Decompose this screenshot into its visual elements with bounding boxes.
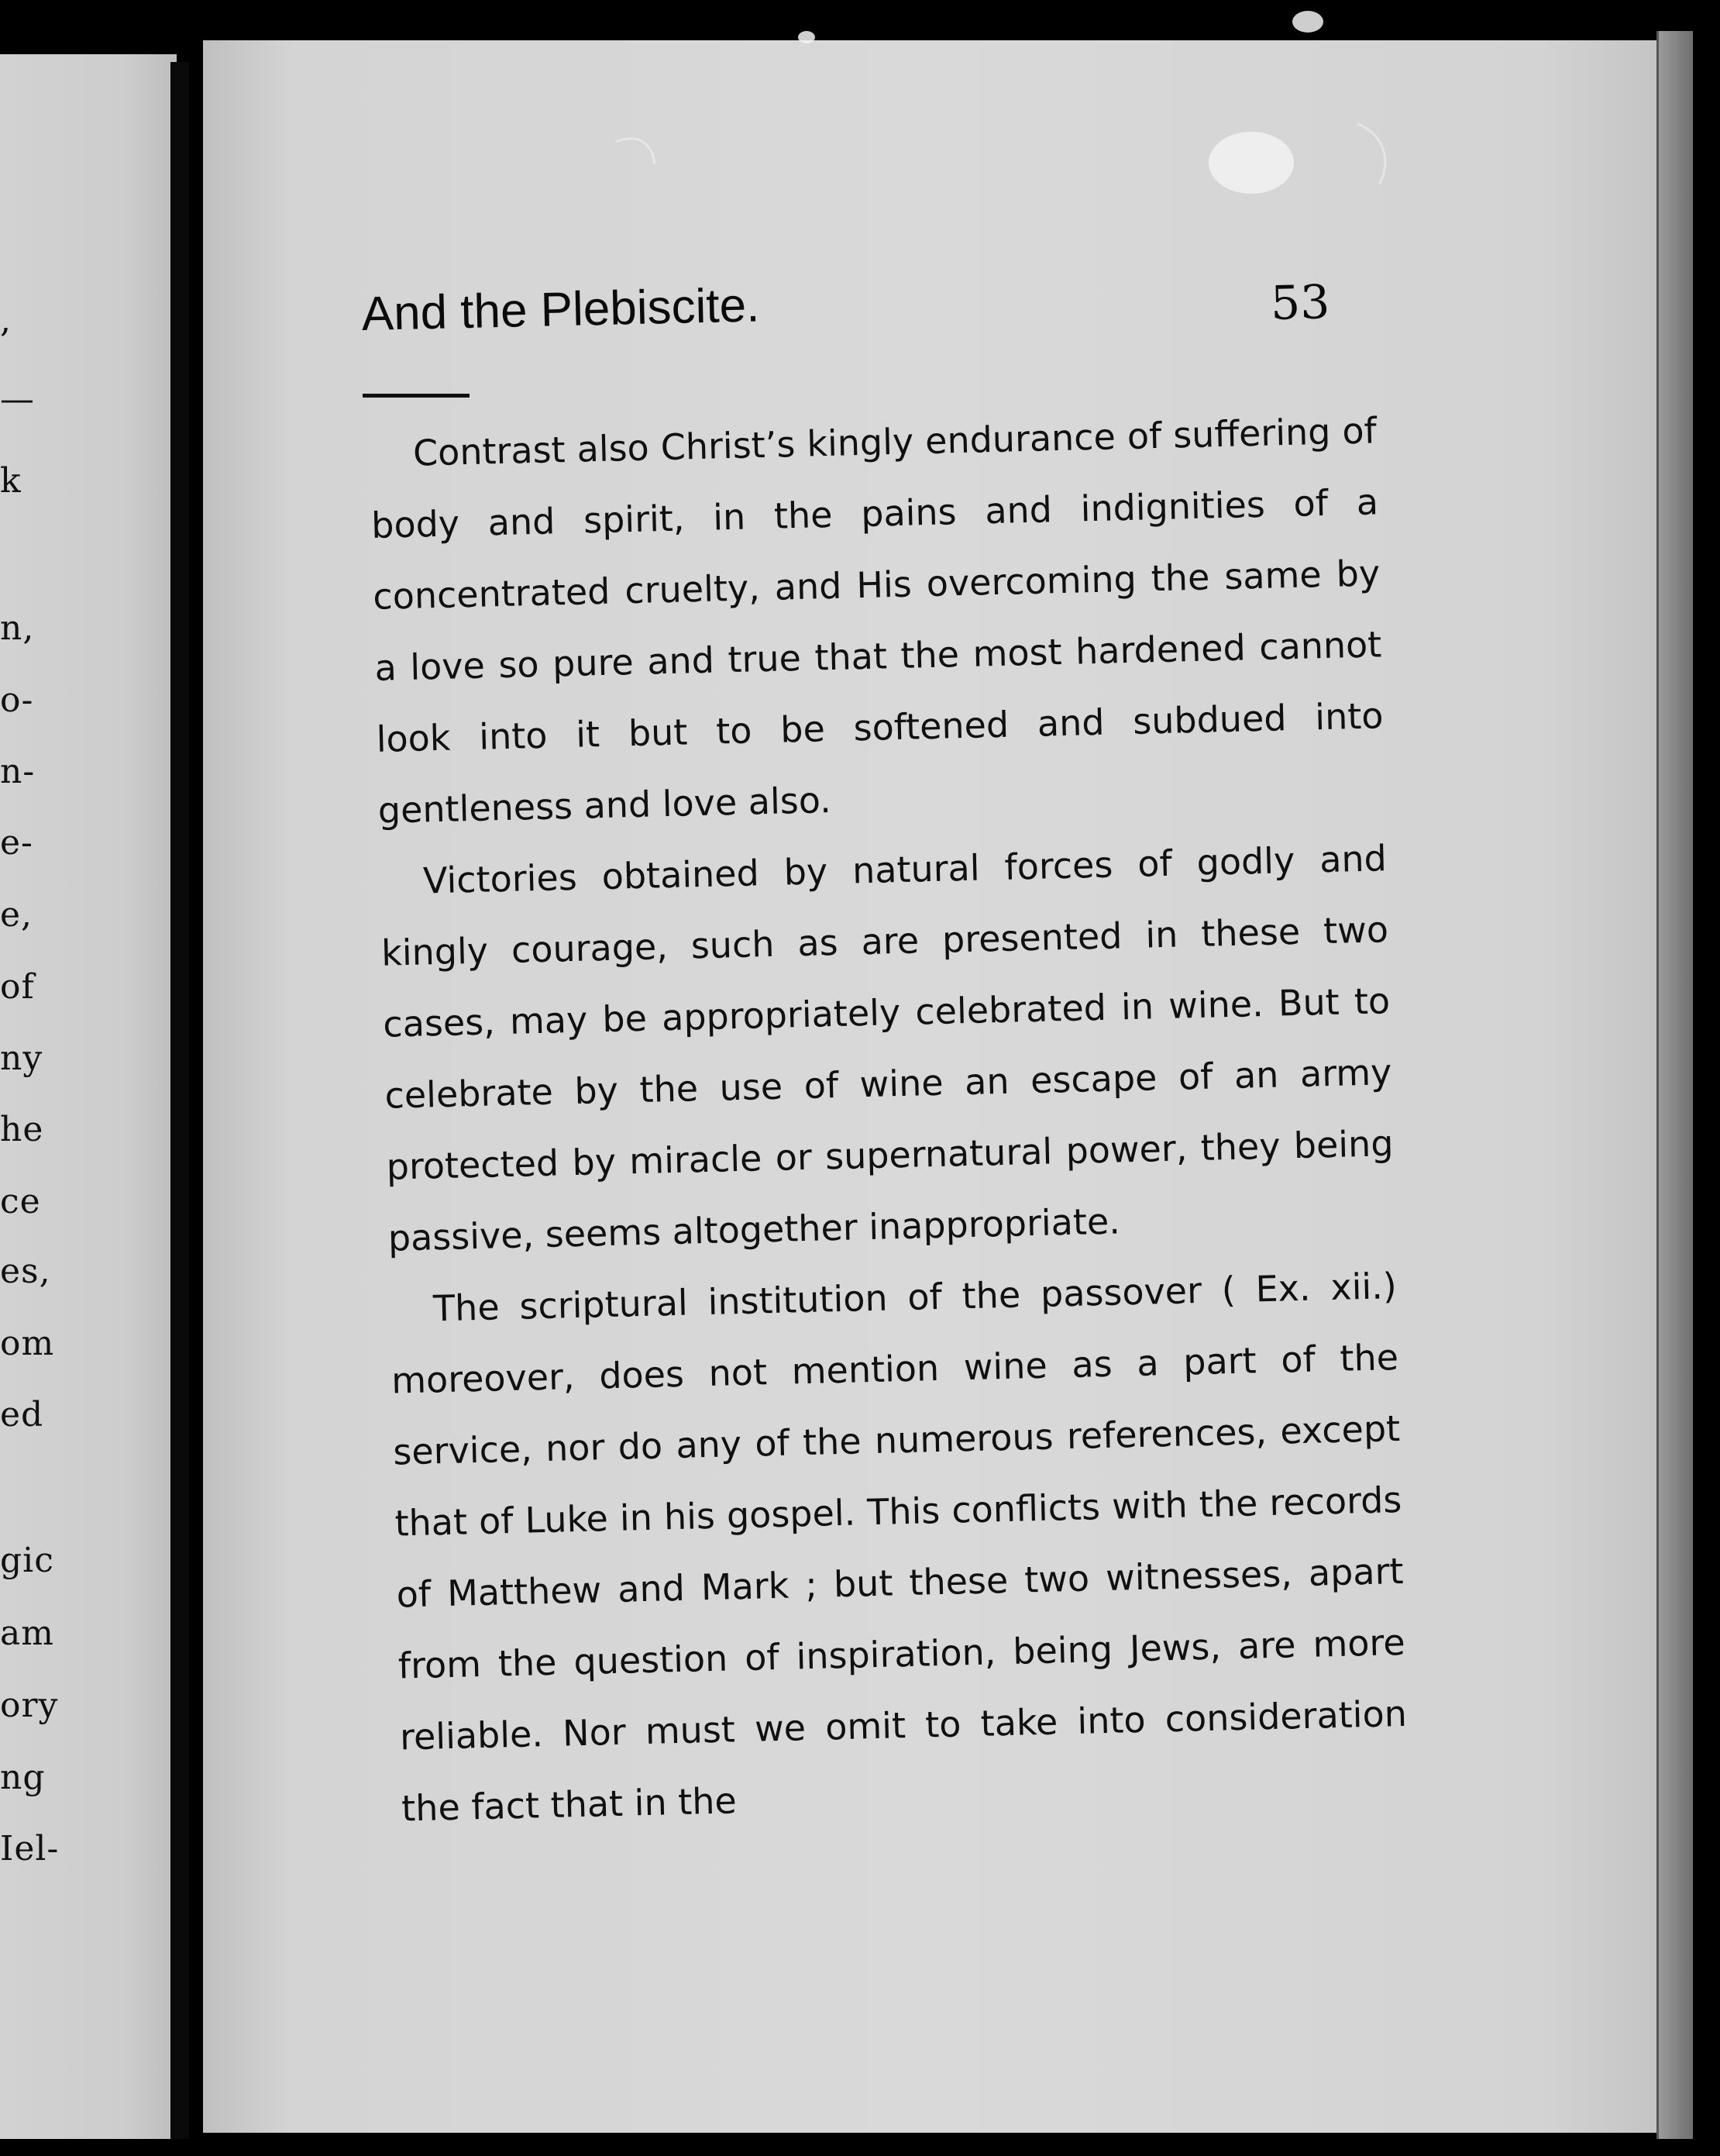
- left-page-fragment: e,: [0, 895, 33, 935]
- left-page-fragment: he: [0, 1110, 44, 1149]
- page-stack-edge: [1656, 31, 1693, 2139]
- left-page-fragment: gic: [0, 1541, 54, 1580]
- header-rule: [363, 394, 470, 398]
- scan-speck: [798, 31, 815, 43]
- left-page-fragment: ce: [0, 1182, 41, 1221]
- book-gutter: [170, 62, 189, 2139]
- left-page-fragment: o-: [0, 680, 34, 720]
- left-page-fragment: of: [0, 967, 35, 1007]
- left-page-fragment: ,: [0, 301, 12, 340]
- left-page-fragment: k: [0, 461, 22, 501]
- running-head: And the Plebiscite.: [361, 278, 760, 341]
- left-page-fragment: ng: [0, 1758, 46, 1797]
- body-text: [369, 394, 1409, 1844]
- paragraph: The scriptural institution of the passover ( Ex. xii.) moreover, does not mention wine as a part of the service, nor do any of the numerous references, except that of Luke in his gospel. This conflicts with the records of Matthew and Mark ; but these two witnesses, apart from the question of inspiration, being Jews, are more reliable. Nor must we omit to take into consideration the fact that in the: [390, 1265, 1408, 1830]
- left-page-fragment: n,: [0, 608, 35, 648]
- left-page-fragment: ny: [0, 1038, 43, 1078]
- left-page-fragment: n-: [0, 752, 36, 791]
- left-page-fragment: Iel-: [0, 1829, 60, 1868]
- page-number: 53: [1270, 275, 1331, 331]
- scan-speck: [1292, 11, 1323, 33]
- previous-page-edge: [0, 54, 177, 2139]
- left-page-fragment: es,: [0, 1252, 51, 1291]
- left-page-fragment: e-: [0, 823, 33, 863]
- left-page-fragment: om: [0, 1324, 55, 1363]
- paragraph: Victories obtained by natural forces of godly and kingly courage, such as are presented in these two cases, may be appropriately celebrated in wine. But to celebrate by the use of wine an escape of an army protected by miracle or supernatural power, they being passive, seems altogether inappropriate.: [380, 837, 1395, 1259]
- left-page-fragment: ed: [0, 1395, 44, 1434]
- left-page-fragment: ory: [0, 1686, 59, 1725]
- left-page-fragment: —: [0, 380, 35, 419]
- paragraph: Contrast also Christ’s kingly endurance of suffering of body and spirit, in the pains and indignities of a concentrated cruelty, and His overcoming the same by a love so pure and true that the most hardened cannot look into it but to be softened and subdued into gentleness and love also.: [370, 409, 1385, 832]
- left-page-fragment: am: [0, 1614, 54, 1653]
